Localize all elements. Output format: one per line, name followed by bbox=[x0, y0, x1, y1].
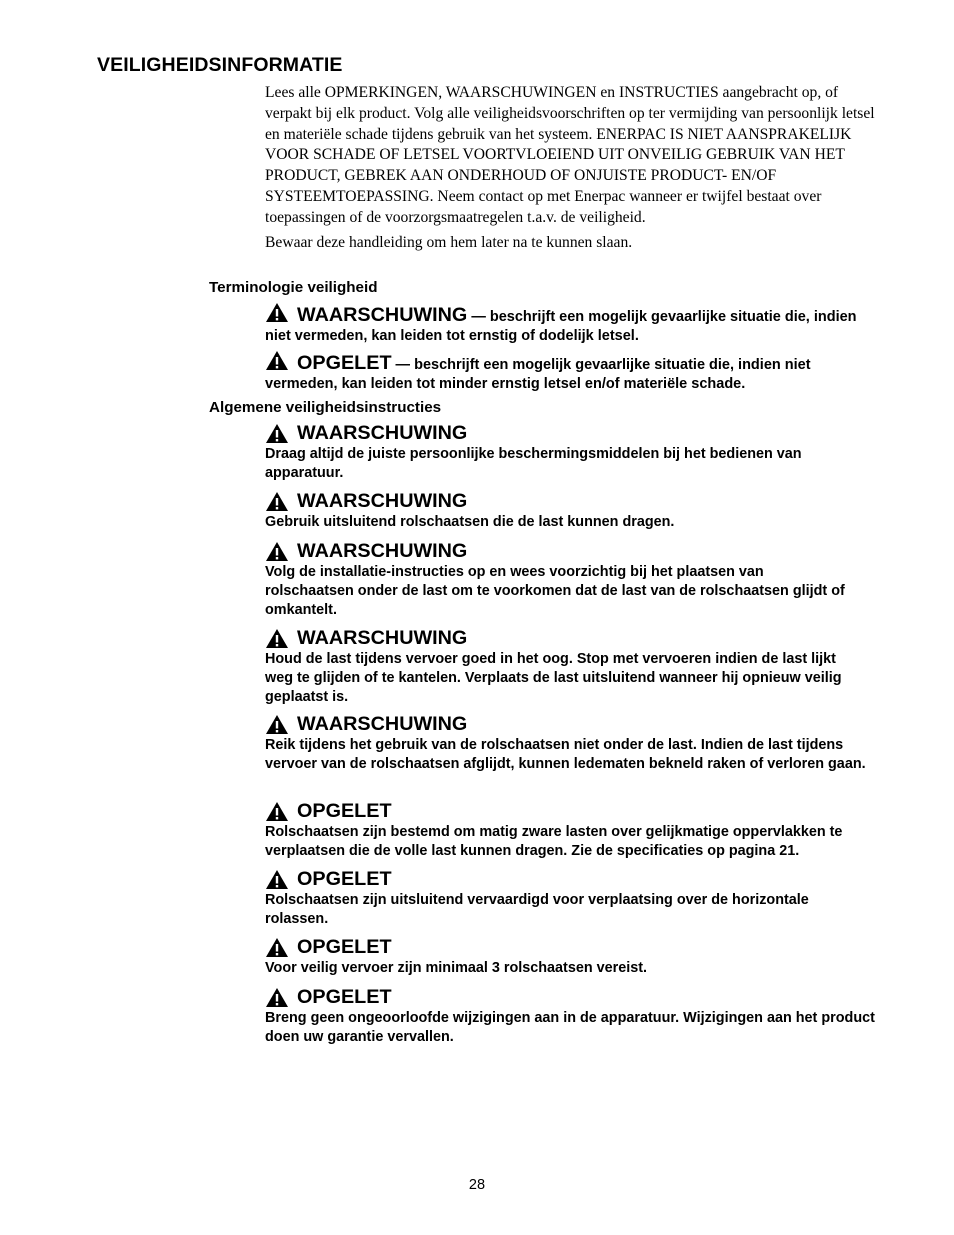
warning-triangle-icon bbox=[265, 801, 289, 822]
safety-notice bbox=[265, 626, 880, 707]
warning-triangle-icon bbox=[265, 302, 289, 323]
warning-triangle-icon bbox=[265, 628, 289, 649]
safety-notice bbox=[265, 539, 880, 620]
notice-body: Houd de last tijdens vervoer goed in het oog. Stop met vervoeren indien de last lijkt weg te glijden of te kantelen. Verplaats de last uitsluitend wanneer hij opnieuw veilig geplaatst is. bbox=[265, 651, 842, 705]
safety-notice bbox=[265, 489, 880, 532]
notice-body: Rolschaatsen zijn bestemd om matig zware lasten over gelijkmatige oppervlakken te verplaatsen die de volle last kunnen dragen. Zie de specificaties op pagina 21. bbox=[265, 824, 843, 859]
terminology-heading: Terminologie veiligheid bbox=[209, 279, 378, 296]
intro-paragraph-keep-manual: Bewaar deze handleiding om hem later na te kunnen slaan. bbox=[265, 233, 633, 251]
safety-notice bbox=[265, 935, 880, 978]
notice-title: OPGELET bbox=[297, 986, 392, 1008]
notice-title: OPGELET bbox=[297, 936, 392, 958]
term-warning bbox=[265, 302, 880, 346]
notice-body: Gebruik uitsluitend rolschaatsen die de last kunnen dragen. bbox=[265, 514, 675, 530]
page-title: VEILIGHEIDSINFORMATIE bbox=[97, 54, 343, 76]
term-description: — beschrijft een mogelijk gevaarlijke situatie die, indien niet vermeden, kan leiden tot ernstig of dodelijk letsel. bbox=[265, 309, 857, 344]
term-word: WAARSCHUWING bbox=[297, 304, 468, 326]
notice-title: WAARSCHUWING bbox=[297, 490, 468, 512]
page-number: 28 bbox=[468, 1177, 486, 1193]
warning-triangle-icon bbox=[265, 937, 289, 958]
notice-title: WAARSCHUWING bbox=[297, 422, 468, 444]
term-description: — beschrijft een mogelijk gevaarlijke situatie die, indien niet vermeden, kan leiden tot minder ernstig letsel en/of materiële schade. bbox=[265, 357, 811, 392]
notice-body: Voor veilig vervoer zijn minimaal 3 rolschaatsen vereist. bbox=[265, 960, 648, 976]
notice-title: WAARSCHUWING bbox=[297, 627, 468, 649]
warning-triangle-icon bbox=[265, 714, 289, 735]
warning-triangle-icon bbox=[265, 491, 289, 512]
term-caution bbox=[265, 350, 880, 394]
general-instructions-heading: Algemene veiligheidsinstructies bbox=[209, 399, 442, 416]
safety-notice bbox=[265, 799, 880, 861]
notice-body: Draag altijd de juiste persoonlijke beschermingsmiddelen bij het bedienen van apparatuur. bbox=[265, 446, 802, 481]
notice-title: OPGELET bbox=[297, 868, 392, 890]
warning-triangle-icon bbox=[265, 869, 289, 890]
safety-notice bbox=[265, 867, 880, 929]
intro-section bbox=[265, 83, 875, 253]
safety-notice bbox=[265, 712, 880, 774]
intro-paragraph: Lees alle OPMERKINGEN, WAARSCHUWINGEN en INSTRUCTIES aangebracht op, of verpakt bij elk product. Volg alle veiligheidsvoorschriften op ter vermijding van persoonlijk letsel en materiële schade tijdens gebruik van het systeem. ENERPAC IS NIET AANSPRAKELIJK VOOR SCHADE OF LETSEL VOORTVLOEIEND UIT ONVEILIG GEBRUIK VAN HET PRODUCT, GEBREK AAN ONDERHOUD OF ONJUISTE PRODUCT- EN/OF SYSTEEMTOEPASSING. Neem contact op met Enerpac wanneer er twijfel bestaat over toepassingen of de voorzorgsmaatregelen t.a.v. de veiligheid. bbox=[265, 84, 875, 226]
notice-body: Breng geen ongeoorloofde wijzigingen aan in de apparatuur. Wijzigingen aan het product doen uw garantie vervallen. bbox=[265, 1010, 875, 1045]
warning-triangle-icon bbox=[265, 350, 289, 371]
notice-title: WAARSCHUWING bbox=[297, 540, 468, 562]
warning-triangle-icon bbox=[265, 541, 289, 562]
notice-body: Volg de installatie-instructies op en wees voorzichtig bij het plaatsen van rolschaatsen onder de last om te voorkomen dat de last van de rolschaatsen glijdt of omkantelt. bbox=[265, 564, 845, 618]
term-word: OPGELET bbox=[297, 352, 392, 374]
warning-triangle-icon bbox=[265, 987, 289, 1008]
safety-notice bbox=[265, 421, 880, 483]
notice-title: OPGELET bbox=[297, 800, 392, 822]
safety-notice bbox=[265, 985, 880, 1047]
warning-triangle-icon bbox=[265, 423, 289, 444]
notice-body: Reik tijdens het gebruik van de rolschaatsen niet onder de last. Indien de last tijdens vervoer van de rolschaatsen afglijdt, kunnen ledematen bekneld raken of verloren gaan. bbox=[265, 737, 866, 772]
notice-title: WAARSCHUWING bbox=[297, 713, 468, 735]
notice-body: Rolschaatsen zijn uitsluitend vervaardigd voor verplaatsing over de horizontale rolassen. bbox=[265, 892, 809, 927]
